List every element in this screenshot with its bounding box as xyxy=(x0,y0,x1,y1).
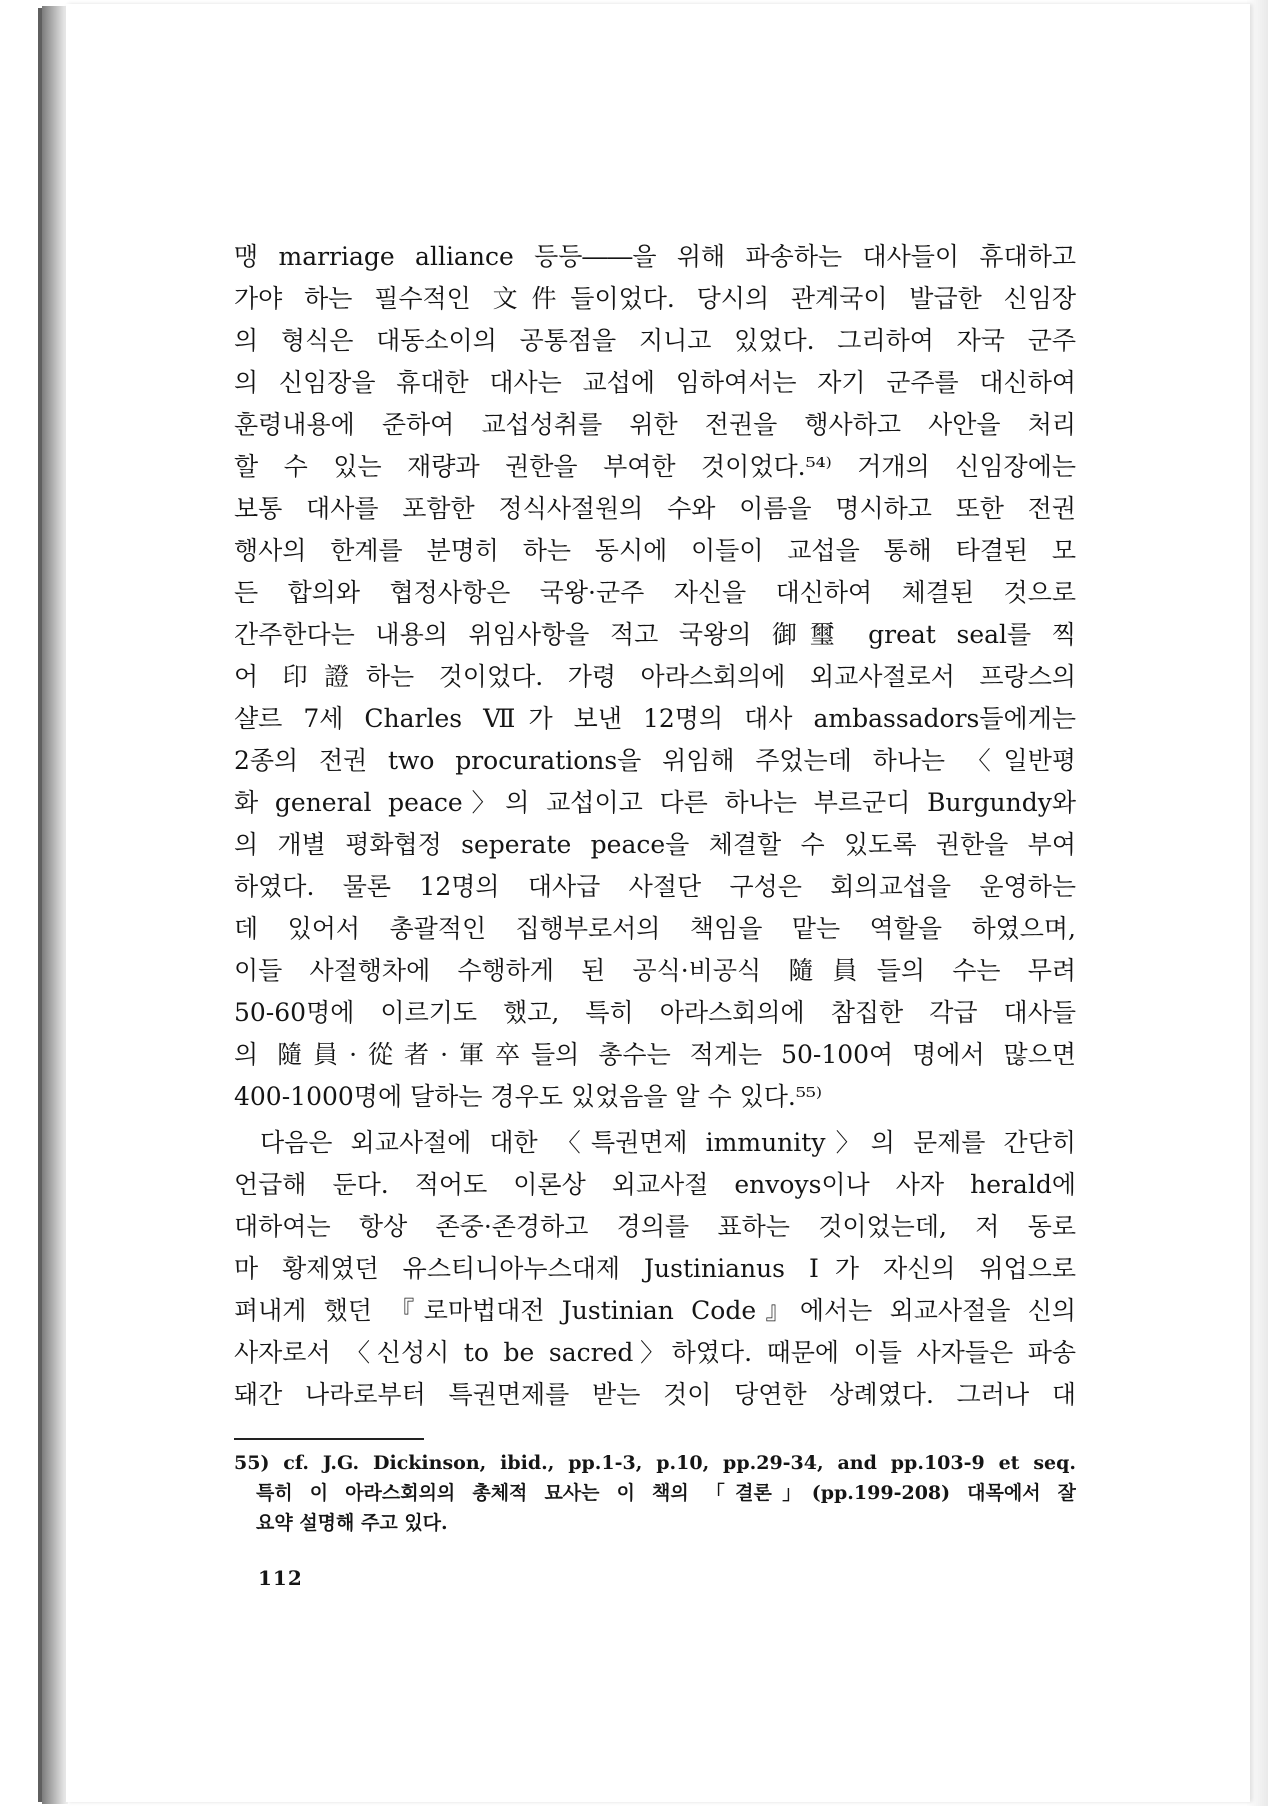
text-line: 이들 사절행차에 수행하게 된 공식·비공식 隨員들의 수는 무려 xyxy=(234,956,1076,985)
text-line: 샬르 7세 Charles Ⅶ가 보낸 12명의 대사 ambassadors들에게는 xyxy=(234,704,1076,733)
text-line: 어 印證하는 것이었다. 가령 아라스회의에 외교사절로서 프랑스의 xyxy=(234,662,1076,691)
body-text xyxy=(234,236,1076,1416)
text-line: 하였다. 물론 12명의 대사급 사절단 구성은 회의교섭을 운영하는 xyxy=(234,872,1076,901)
text-line: 의 신임장을 휴대한 대사는 교섭에 임하여서는 자기 군주를 대신하여 xyxy=(234,368,1076,397)
text-line: 400-1000명에 달하는 경우도 있었음을 알 수 있다.⁵⁵⁾ xyxy=(234,1082,823,1111)
text-line: 대하여는 항상 존중·존경하고 경의를 표하는 것이었는데, 저 동로 xyxy=(234,1212,1076,1241)
text-line: 행사의 한계를 분명히 하는 동시에 이들이 교섭을 통해 타결된 모 xyxy=(234,536,1076,565)
text-line: 돼간 나라로부터 특권면제를 받는 것이 당연한 상례였다. 그러나 대 xyxy=(234,1380,1076,1409)
text-line: 언급해 둔다. 적어도 이론상 외교사절 envoys이나 사자 herald에 xyxy=(234,1170,1076,1199)
footnote-line: 55) cf. J.G. Dickinson, ibid., pp.1-3, p.10, pp.29-34, and pp.103-9 et seq. xyxy=(234,1452,1076,1474)
paragraph-start-line: 다음은 외교사절에 대한 〈특권면제 immunity〉의 문제를 간단히 xyxy=(260,1128,1076,1157)
text-line: 의 형식은 대동소이의 공통점을 지니고 있었다. 그리하여 자국 군주 xyxy=(234,326,1076,355)
text-line: 의 隨員·從者·軍卒들의 총수는 적게는 50-100여 명에서 많으면 xyxy=(234,1040,1076,1069)
text-line: 가야 하는 필수적인 文件들이었다. 당시의 관계국이 발급한 신임장 xyxy=(234,284,1076,313)
text-line: 훈령내용에 준하여 교섭성취를 위한 전권을 행사하고 사안을 처리 xyxy=(234,410,1076,439)
text-line: 의 개별 평화협정 seperate peace을 체결할 수 있도록 권한을 부여 xyxy=(234,830,1076,859)
text-line: 사자로서 〈신성시 to be sacred〉하였다. 때문에 이들 사자들은 파송 xyxy=(234,1338,1076,1367)
footnote-line: 특히 이 아라스회의의 총체적 묘사는 이 책의 「결론」(pp.199-208) 대목에서 잘 xyxy=(256,1482,1076,1504)
book-spine-shadow xyxy=(42,6,68,1804)
page-number: 112 xyxy=(258,1566,303,1590)
text-line: 간주한다는 내용의 위임사항을 적고 국왕의 御璽 great seal를 찍 xyxy=(234,620,1076,649)
footnote-block xyxy=(234,1448,1076,1538)
footnote-line: 요약 설명해 주고 있다. xyxy=(256,1512,448,1534)
text-line: 보통 대사를 포함한 정식사절원의 수와 이름을 명시하고 또한 전권 xyxy=(234,494,1076,523)
footnote-separator xyxy=(234,1438,424,1440)
text-line: 든 합의와 협정사항은 국왕·군주 자신을 대신하여 체결된 것으로 xyxy=(234,578,1076,607)
text-line: 2종의 전권 two procurations을 위임해 주었는데 하나는 〈일반평 xyxy=(234,746,1076,775)
text-line: 마 황제였던 유스티니아누스대제 Justinianus Ⅰ가 자신의 위업으로 xyxy=(234,1254,1076,1283)
text-line: 할 수 있는 재량과 권한을 부여한 것이었다.⁵⁴⁾ 거개의 신임장에는 xyxy=(234,452,1076,481)
text-line: 맹 marriage alliance 등등――을 위해 파송하는 대사들이 휴대하고 xyxy=(234,242,1076,271)
text-line: 펴내게 했던 『로마법대전 Justinian Code』에서는 외교사절을 신의 xyxy=(234,1296,1076,1325)
text-line: 데 있어서 총괄적인 집행부로서의 책임을 맡는 역할을 하였으며, xyxy=(234,914,1076,943)
text-line: 50-60명에 이르기도 했고, 특히 아라스회의에 참집한 각급 대사들 xyxy=(234,998,1076,1027)
text-line: 화 general peace〉의 교섭이고 다른 하나는 부르군디 Burgundy와 xyxy=(234,788,1076,817)
